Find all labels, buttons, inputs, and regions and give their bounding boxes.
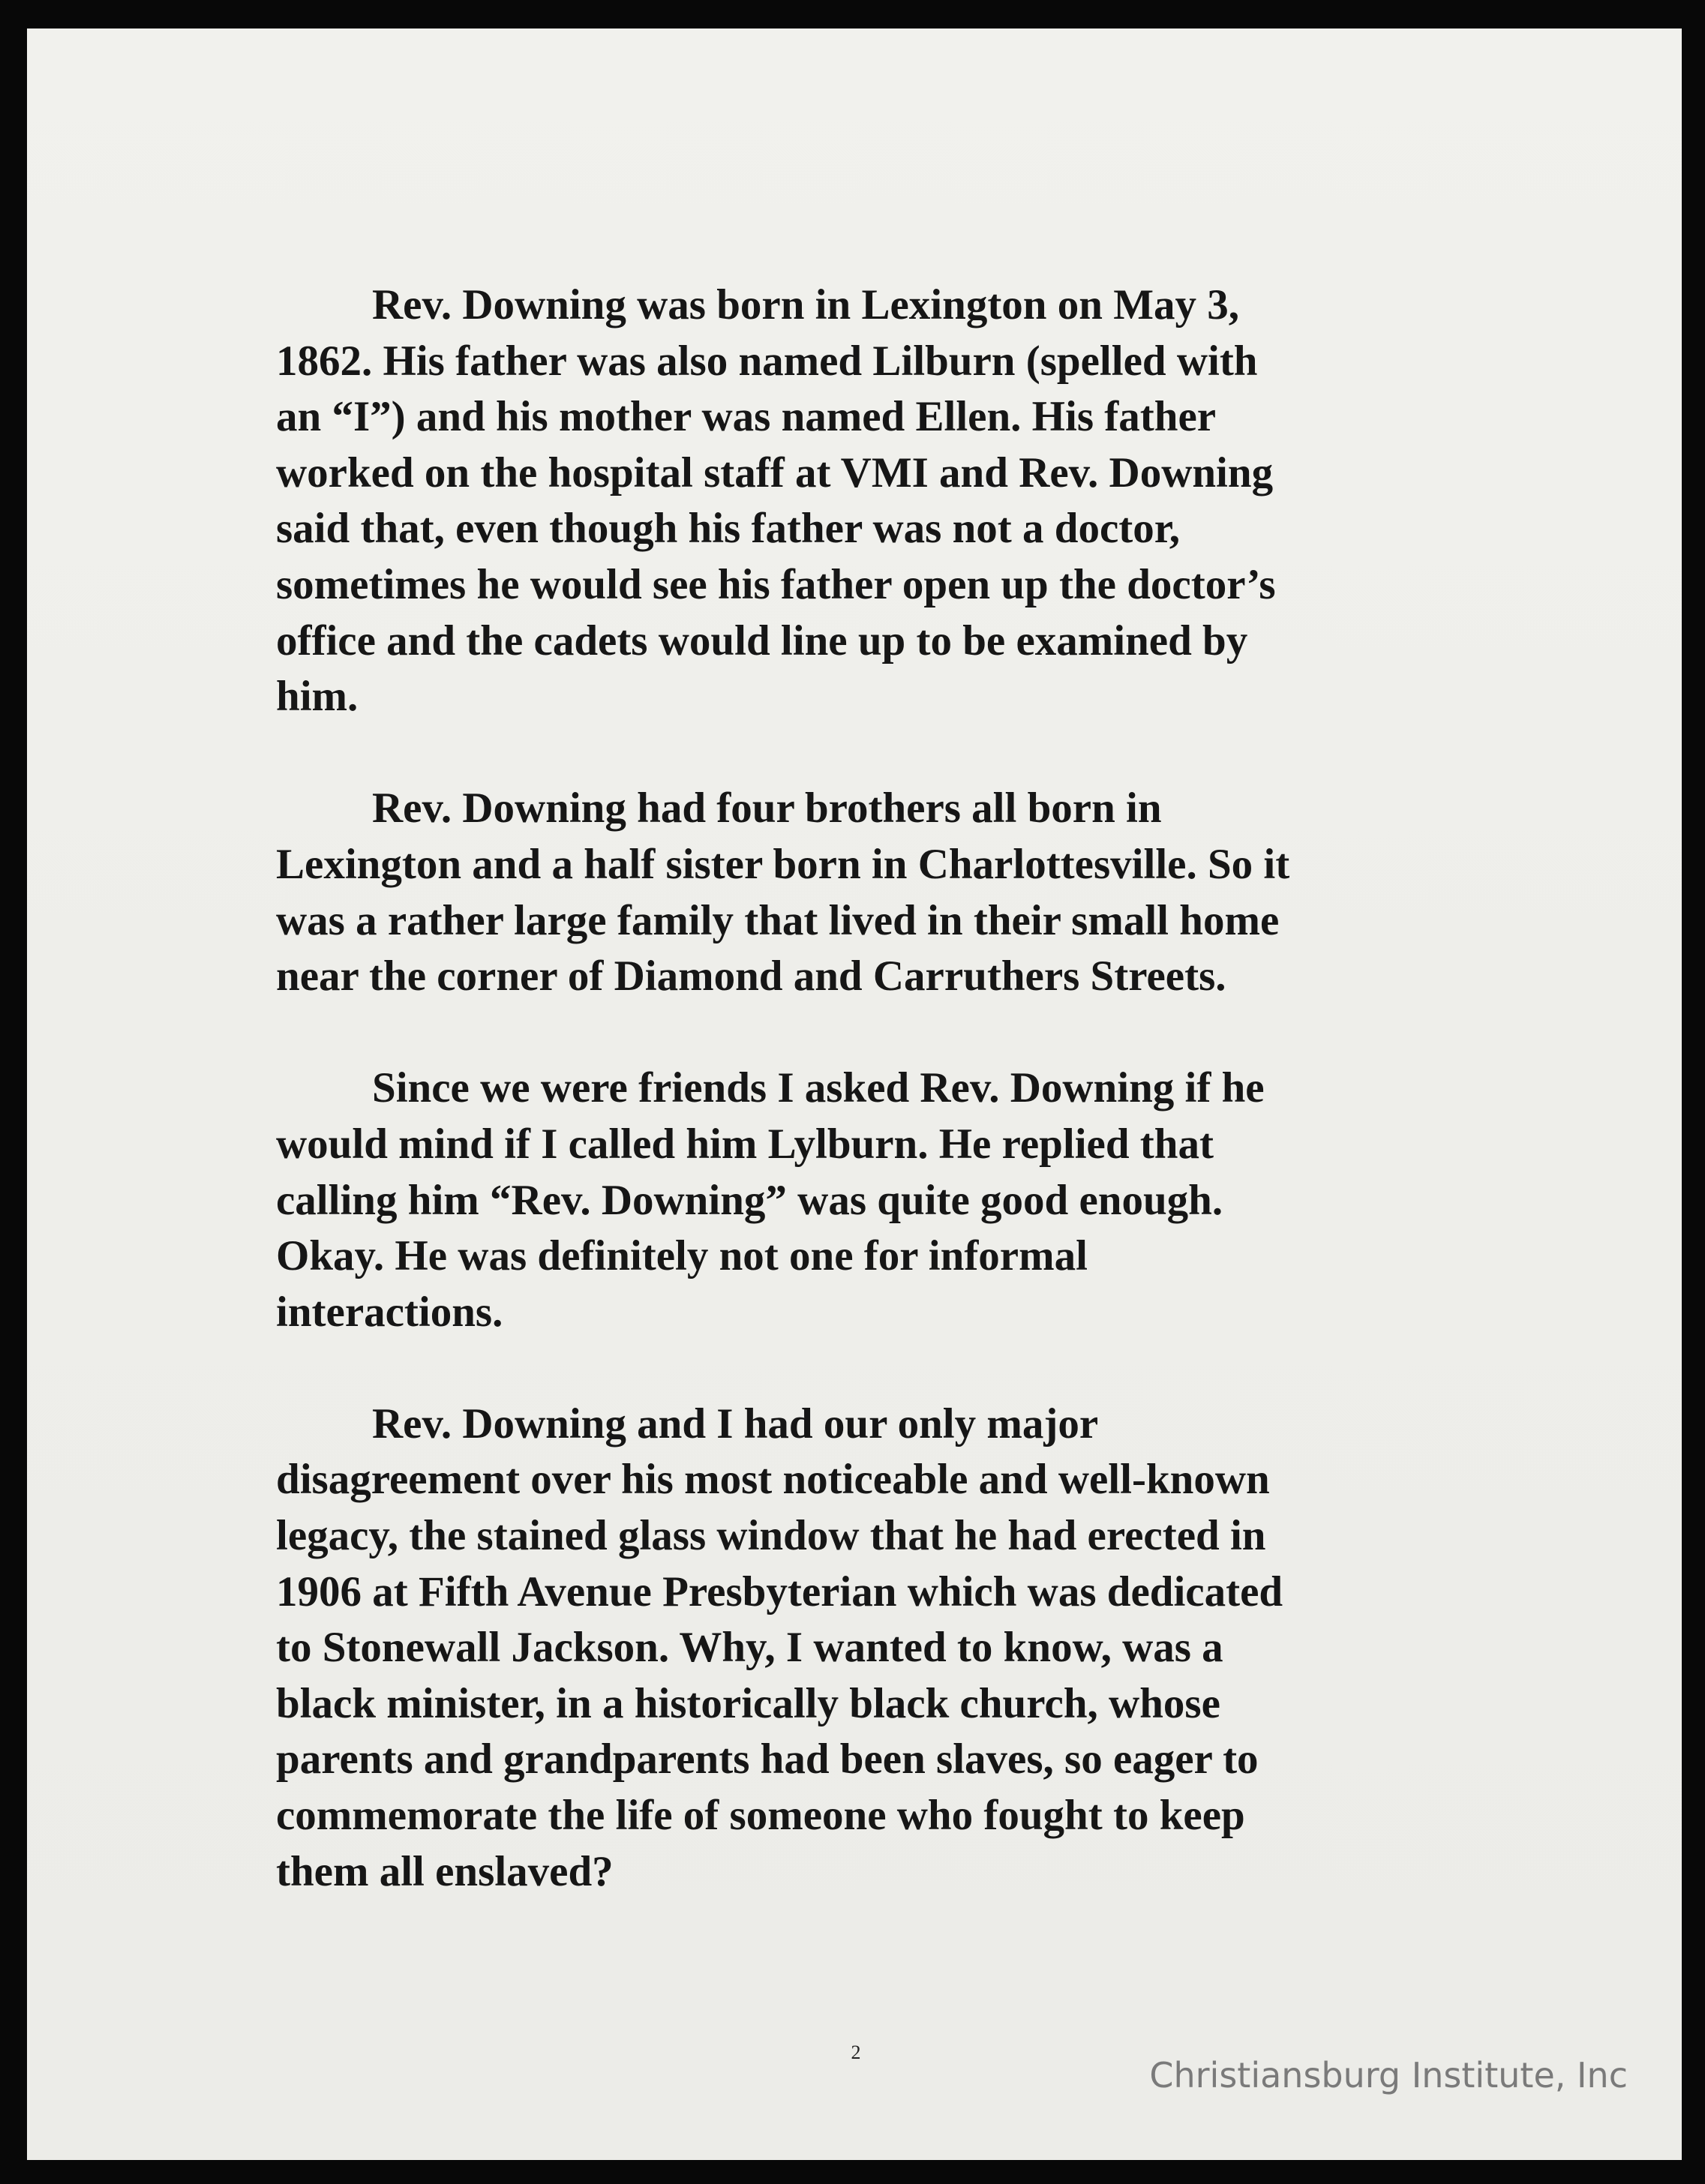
paragraph-birth: Rev. Downing was born in Lexington on May 3, 1862. His father was also named Lilburn (spelled with an “I”) and his mother was named Ellen. His father worked on the hospital staff at VMI and Rev. Downing said that, even though his father was not a doctor, sometimes he would see his father open up the doctor’s office and the cadets would line up to be examined by him. — [276, 281, 1276, 721]
paragraph-family: Rev. Downing had four brothers all born in Lexington and a half sister born in Charlottesville. So it was a rather large family that lived in their small home near the corner of Diamond and Carruthers Streets. — [276, 784, 1290, 1000]
document-body — [276, 278, 1461, 1956]
page-number: 2 — [851, 2042, 861, 2063]
watermark: Christiansburg Institute, Inc — [1149, 2055, 1628, 2096]
paragraph-disagreement: Rev. Downing and I had our only major disagreement over his most noticeable and well-known legacy, the stained glass window that he had erected in 1906 at Fifth Avenue Presbyterian which was dedicated to Stonewall Jackson. Why, I wanted to know, was a black minister, in a historically black church, whose parents and grandparents had been slaves, so eager to commemorate the life of someone who fought to keep them all enslaved? — [276, 1400, 1283, 1895]
paragraph-friends: Since we were friends I asked Rev. Downing if he would mind if I called him Lylburn. He replied that calling him “Rev. Downing” was quite good enough. Okay. He was definitely not one for informal interactions. — [276, 1064, 1265, 1336]
